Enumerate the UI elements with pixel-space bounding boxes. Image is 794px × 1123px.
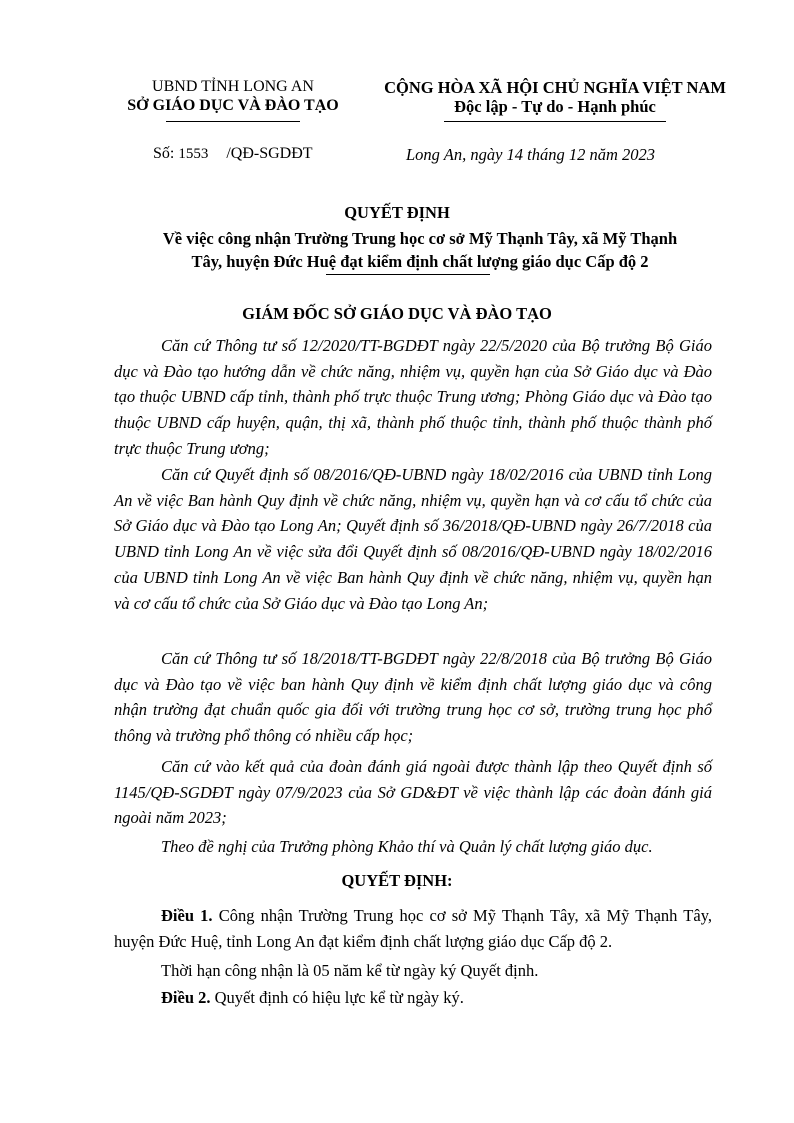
legal-basis-3: Căn cứ Thông tư số 18/2018/TT-BGDĐT ngày 22/8/2018 của Bộ trưởng Bộ Giáo dục và Đào tạo về việc ban hành Quy định về kiểm định chất lượng giáo dục và công nhận trường đạt chuẩn quốc gia đối với trường trung học cơ sở, trường trung học phổ thông và trường phổ thông có nhiều cấp học; — [114, 649, 712, 746]
article-1 — [114, 903, 712, 954]
date-day: 14 — [506, 145, 524, 164]
article-1-text: Công nhận Trường Trung học cơ sở Mỹ Thạnh Tây, xã Mỹ Thạnh Tây, huyện Đức Huệ, tỉnh Long An đạt kiểm định chất lượng giáo dục Cấp độ 2. — [114, 906, 712, 951]
date-place: Long An, ngày — [406, 145, 503, 164]
motto-underline — [444, 121, 666, 122]
authority-heading: GIÁM ĐỐC SỞ GIÁO DỤC VÀ ĐÀO TẠO — [242, 304, 552, 323]
document-number — [153, 145, 313, 163]
date-year: 2023 — [622, 145, 656, 164]
proposal-basis: Theo đề nghị của Trưởng phòng Khảo thí và Quản lý chất lượng giáo dục. — [161, 837, 653, 856]
org-underline — [166, 121, 300, 122]
doc-number-value: 1553 — [178, 146, 209, 162]
document-title: QUYẾT ĐỊNH — [344, 203, 450, 222]
decision-heading: QUYẾT ĐỊNH: — [341, 871, 453, 890]
subject-line2: Tây, huyện Đức Huệ đạt kiểm định chất lượng giáo dục Cấp độ 2 — [191, 252, 649, 271]
legal-basis-4: Căn cứ vào kết quả của đoàn đánh giá ngoài được thành lập theo Quyết định số 1145/QĐ-SGDĐT ngày 07/9/2023 của Sở GD&ĐT về việc thành lập các đoàn đánh giá ngoài năm 2023; — [114, 757, 712, 828]
article-2-label: Điều 2. — [161, 988, 211, 1007]
date-year-label: năm — [589, 145, 618, 164]
nation-title: CỘNG HÒA XÃ HỘI CHỦ NGHĨA VIỆT NAM — [384, 78, 726, 97]
doc-number-prefix: Số: — [153, 145, 175, 162]
article-1-term: Thời hạn công nhận là 05 năm kể từ ngày ký Quyết định. — [161, 961, 539, 980]
issue-date — [406, 145, 655, 165]
subject-line1: Về việc công nhận Trường Trung học cơ sở Mỹ Thạnh Tây, xã Mỹ Thạnh — [162, 229, 678, 248]
date-month: 12 — [568, 145, 586, 164]
legal-basis-1: Căn cứ Thông tư số 12/2020/TT-BGDĐT ngày 22/5/2020 của Bộ trưởng Bộ Giáo dục và Đào tạo hướng dẫn về chức năng, nhiệm vụ, quyền hạn của Sở Giáo dục và Đào tạo thuộc UBND cấp tỉnh, thành phố trực thuộc Trung ương; Phòng Giáo dục và Đào tạo thuộc UBND cấp huyện, quận, thị xã, thành phố thuộc tỉnh, thành phố thuộc thành phố trực thuộc Trung ương; — [114, 336, 712, 458]
nation-motto: Độc lập - Tự do - Hạnh phúc — [454, 97, 656, 116]
legal-basis-2: Căn cứ Quyết định số 08/2016/QĐ-UBND ngày 18/02/2016 của UBND tỉnh Long An về việc Ban hành Quy định về chức năng, nhiệm vụ, quyền hạn và cơ cấu tổ chức của Sở Giáo dục và Đào tạo Long An; Quyết định số 36/2018/QĐ-UBND ngày 26/7/2018 của UBND tỉnh Long An về việc sửa đổi Quyết định số 08/2016/QĐ-UBND ngày 18/02/2016 của UBND tỉnh Long An về việc Ban hành Quy định về chức năng, nhiệm vụ, quyền hạn và cơ cấu tổ chức của Sở Giáo dục và Đào tạo Long An; — [114, 465, 712, 613]
org-name-line1: UBND TỈNH LONG AN — [152, 78, 314, 95]
subject-underline — [326, 274, 490, 275]
article-1-label: Điều 1. — [161, 906, 213, 925]
article-2-text: Quyết định có hiệu lực kể từ ngày ký. — [214, 988, 464, 1007]
doc-number-suffix: /QĐ-SGDĐT — [226, 145, 313, 162]
org-name-line2: SỞ GIÁO DỤC VÀ ĐÀO TẠO — [127, 97, 339, 114]
date-month-label: tháng — [527, 145, 565, 164]
article-2 — [114, 985, 712, 1011]
